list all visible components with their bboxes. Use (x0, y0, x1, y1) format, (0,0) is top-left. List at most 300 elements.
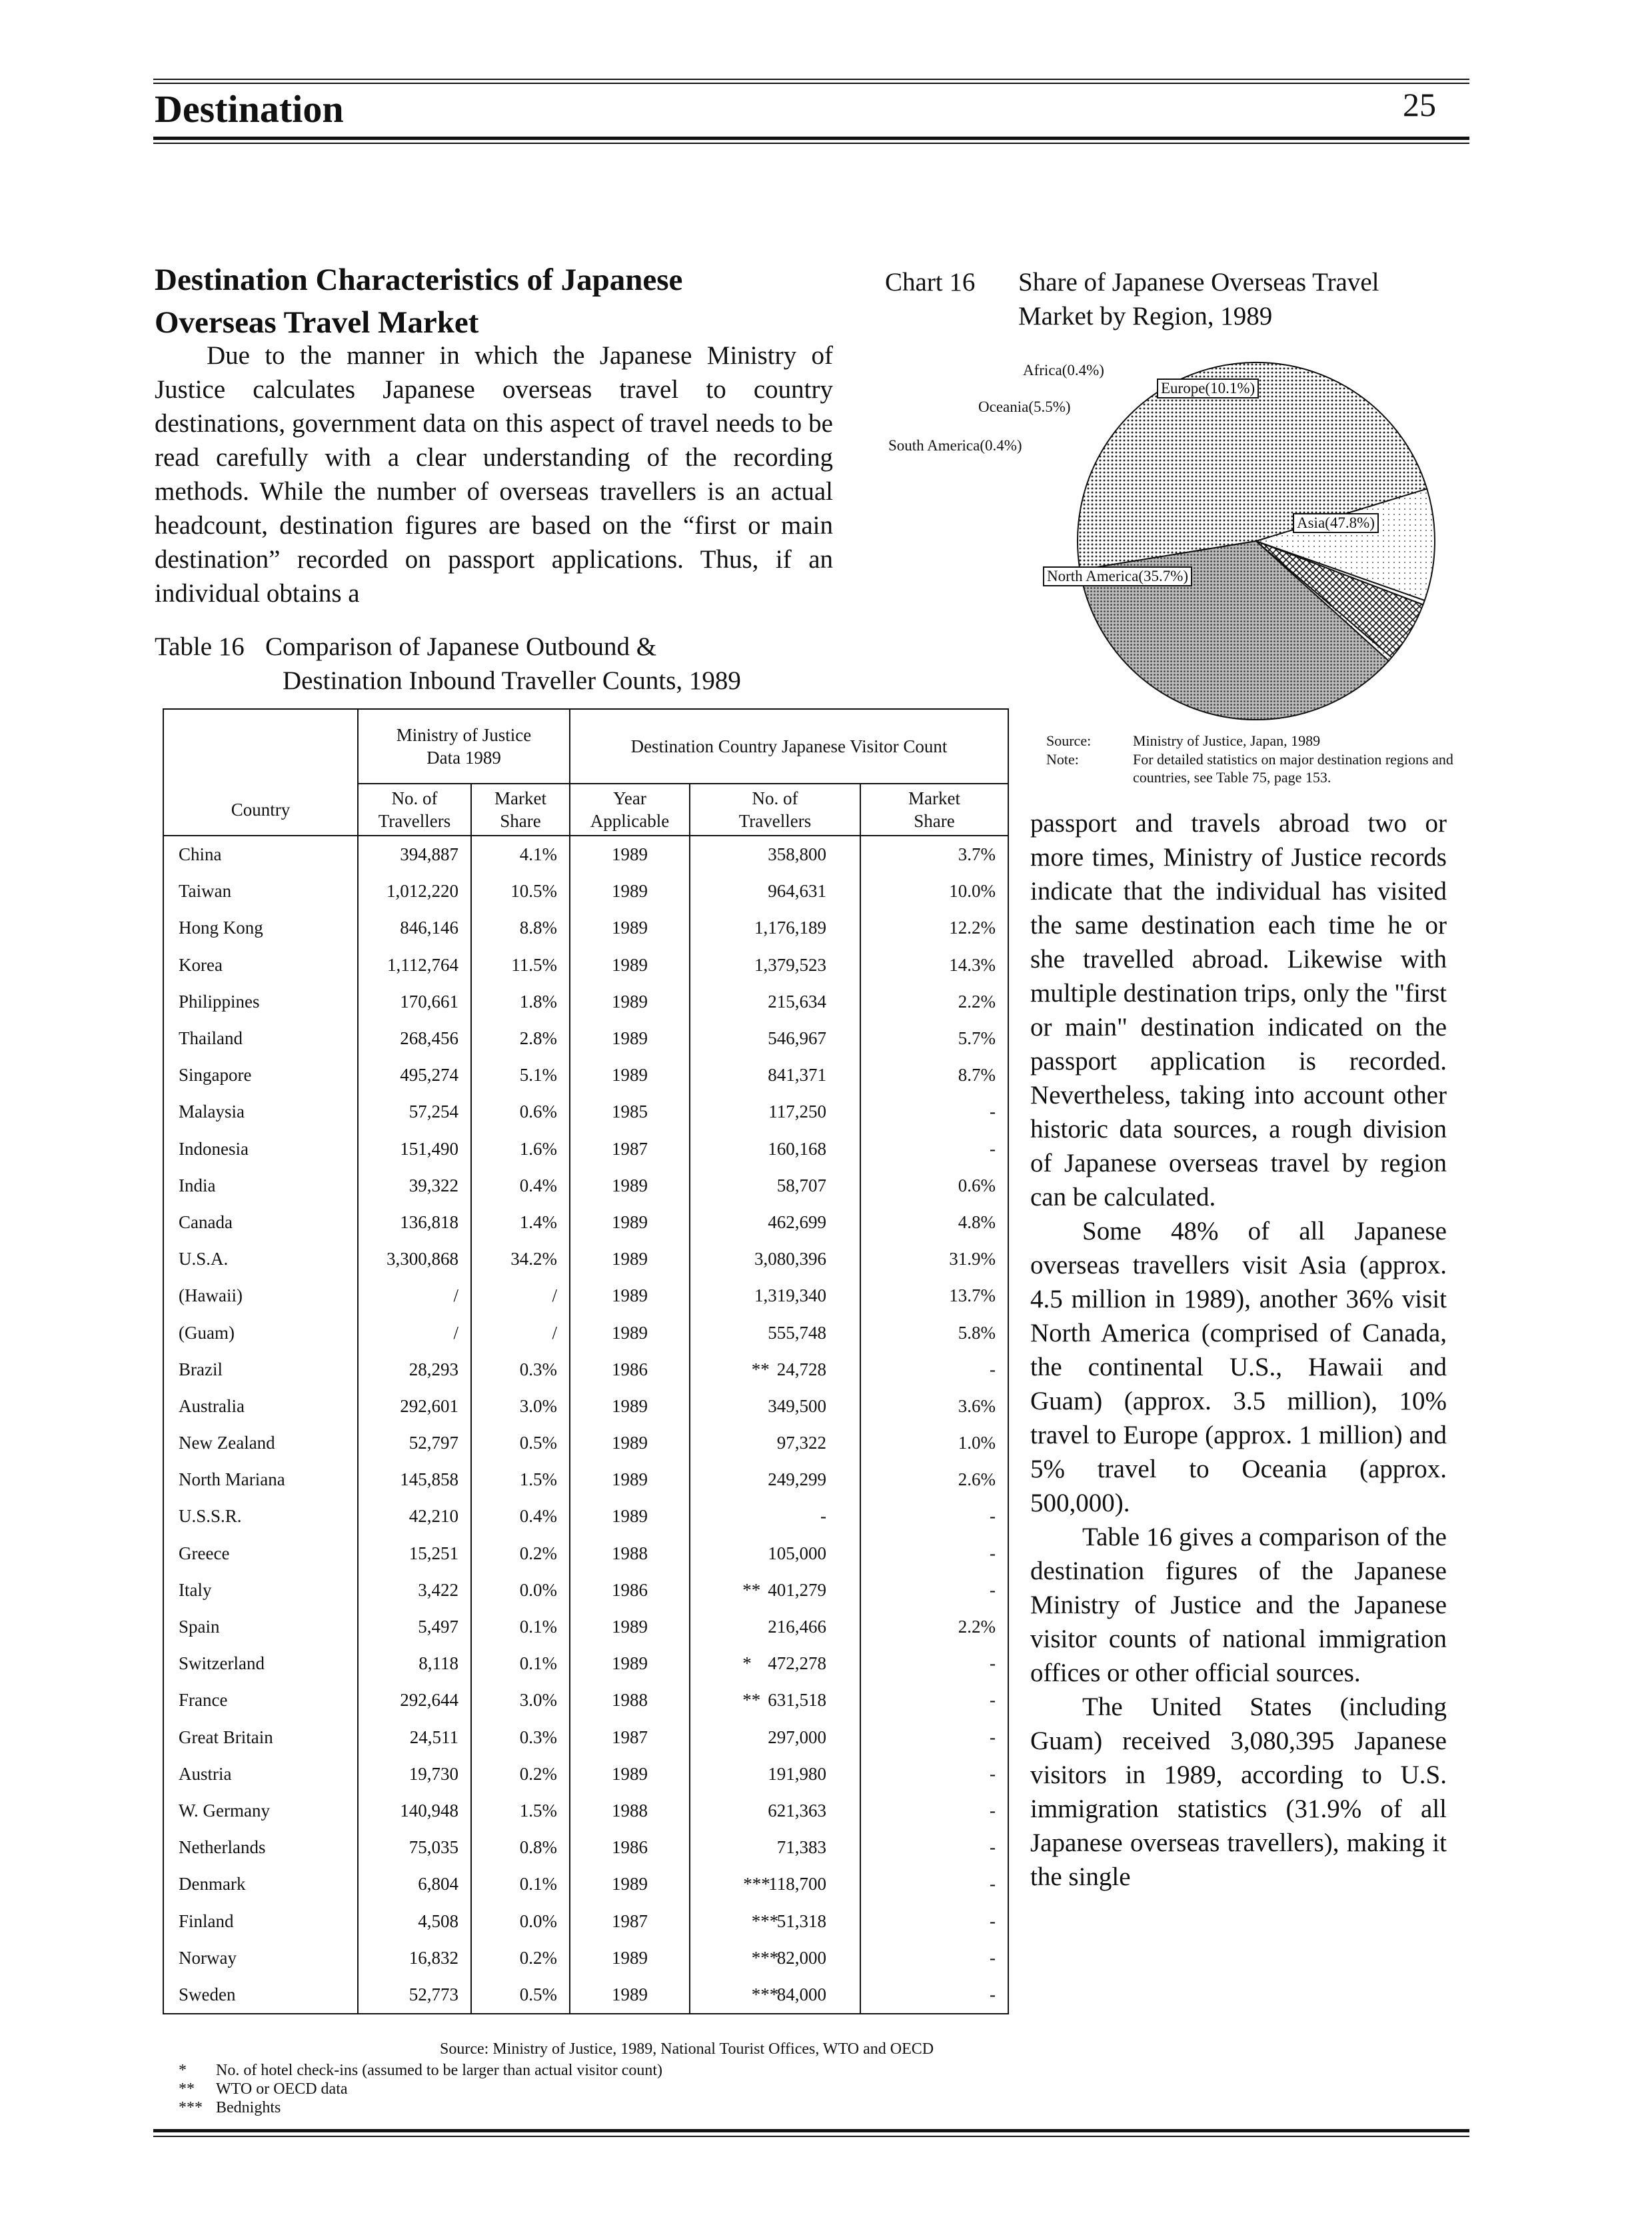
article-paragraph: Table 16 gives a comparison of the destination figures of the Japanese Ministry of Justice and the Japanese visitor counts of national immigration offices or other official sources. (1030, 1523, 1447, 1687)
dest-travellers-value: 24,728 (776, 1359, 826, 1379)
country-cell: Austria (163, 1756, 358, 1793)
moj-travellers-cell: 52,773 (358, 1976, 471, 2014)
moj-share-cell: 4.1% (471, 836, 570, 873)
table-row (163, 1756, 1008, 1793)
country-cell: Canada (163, 1204, 358, 1241)
table-row (163, 1940, 1008, 1976)
country-cell: U.S.A. (163, 1241, 358, 1277)
year-cell: 1989 (570, 1609, 690, 1645)
moj-share-cell: 5.1% (471, 1057, 570, 1094)
dest-share-cell: 2.2% (860, 984, 1008, 1020)
dest-travellers-value: 401,279 (768, 1579, 826, 1600)
dest-share-cell: 4.8% (860, 1204, 1008, 1241)
dest-travellers-cell (690, 1793, 860, 1829)
year-cell: 1989 (570, 1241, 690, 1277)
country-cell: Finland (163, 1902, 358, 1939)
country-cell: Switzerland (163, 1645, 358, 1682)
dest-share-cell: 13.7% (860, 1277, 1008, 1314)
table-row (163, 1057, 1008, 1094)
article-paragraph: passport and travels abroad two or more times, Ministry of Justice records indicate that the individual has visited the same destination each time he or she travelled abroad. Likewise with multiple destination trips, only the "first or main" destination indicated on the passport application is recorded. Nevertheless, taking into account other historic data sources, a rough division of Japanese overseas travel by region can be calculated. (1030, 809, 1447, 1211)
country-cell: Spain (163, 1609, 358, 1645)
chart-caption-line2: Market by Region, 1989 (1018, 302, 1273, 331)
dest-travellers-value: 51,318 (776, 1910, 826, 1931)
table-row (163, 1461, 1008, 1498)
dest-share-cell: 14.3% (860, 947, 1008, 984)
dest-share-cell: 12.2% (860, 910, 1008, 946)
dest-travellers-value: 82,000 (776, 1947, 826, 1968)
country-cell: North Mariana (163, 1461, 358, 1498)
moj-share-cell: 0.5% (471, 1976, 570, 2014)
moj-travellers-cell: 6,804 (358, 1866, 471, 1902)
dest-share-cell: - (860, 1940, 1008, 1976)
year-cell: 1989 (570, 984, 690, 1020)
pie-label-oceania: Oceania(5.5%) (978, 398, 1071, 415)
dest-share-cell: - (860, 1793, 1008, 1829)
footnote-marker: *** (743, 1874, 770, 1894)
dest-share-cell: 5.8% (860, 1314, 1008, 1351)
moj-share-cell: 11.5% (471, 947, 570, 984)
dest-travellers-value: 555,748 (768, 1322, 826, 1343)
dest-travellers-value: 349,500 (768, 1395, 826, 1416)
year-cell: 1986 (570, 1572, 690, 1609)
table-row (163, 836, 1008, 873)
dest-travellers-cell (690, 1204, 860, 1241)
year-cell: 1989 (570, 1756, 690, 1793)
dest-share-cell: - (860, 1902, 1008, 1939)
country-cell: W. Germany (163, 1793, 358, 1829)
table-row (163, 1866, 1008, 1902)
year-cell: 1989 (570, 1866, 690, 1902)
dest-travellers-cell (690, 1756, 860, 1793)
article-paragraph: Some 48% of all Japanese overseas travellers visit Asia (approx. 4.5 million in 1989), another 36% visit North America (comprised of Canada, the continental U.S., Hawaii and Guam) (approx. 3.5 million), 10% travel to Europe (approx. 1 million) and 5% travel to Oceania (approx. 500,000). (1030, 1217, 1447, 1517)
dest-share-cell: 3.6% (860, 1388, 1008, 1425)
header-top-rule (153, 79, 1469, 80)
table-row (163, 1351, 1008, 1388)
moj-share-cell: 0.2% (471, 1535, 570, 1572)
dest-travellers-value: 118,700 (768, 1874, 826, 1894)
dest-share-cell: - (860, 1572, 1008, 1609)
table-row (163, 1094, 1008, 1130)
moj-travellers-cell: 57,254 (358, 1094, 471, 1130)
table-source: Source: Ministry of Justice, 1989, National Tourist Offices, WTO and OECD (440, 2040, 934, 2058)
moj-travellers-cell: 140,948 (358, 1793, 471, 1829)
moj-share-cell: / (471, 1277, 570, 1314)
pie-label-europe: Europe(10.1%) (1157, 378, 1259, 398)
country-cell: U.S.S.R. (163, 1498, 358, 1535)
moj-share-cell: 2.8% (471, 1020, 570, 1057)
dest-share-cell: 1.0% (860, 1425, 1008, 1461)
footnote-marker: *** (751, 1984, 779, 2004)
moj-share-cell: 1.5% (471, 1461, 570, 1498)
chart-note-label: Note: (1046, 751, 1079, 768)
year-cell: 1988 (570, 1535, 690, 1572)
country-cell: (Guam) (163, 1314, 358, 1351)
chart-source-note (1046, 732, 1473, 790)
year-cell: 1989 (570, 910, 690, 946)
country-cell: Norway (163, 1940, 358, 1976)
dest-share-cell: - (860, 1682, 1008, 1719)
year-cell: 1989 (570, 947, 690, 984)
table-row (163, 1645, 1008, 1682)
header-dest-group: Destination Country Japanese Visitor Count (570, 709, 1008, 784)
dest-travellers-value: 191,980 (768, 1763, 826, 1784)
table-row (163, 1388, 1008, 1425)
table-label: Table 16 (155, 632, 245, 661)
dest-travellers-cell (690, 1498, 860, 1535)
article-title-line2: Overseas Travel Market (155, 305, 479, 340)
country-cell: Taiwan (163, 873, 358, 910)
chart-source-text: Ministry of Justice, Japan, 1989 (1133, 732, 1321, 749)
dest-travellers-value: 297,000 (768, 1727, 826, 1747)
header-moj-share: Market Share (471, 784, 570, 836)
pie-label-asia: Asia(47.8%) (1293, 513, 1379, 533)
header-blank (163, 709, 358, 784)
dest-travellers-cell (690, 1829, 860, 1866)
dest-travellers-cell (690, 1535, 860, 1572)
dest-travellers-cell (690, 1351, 860, 1388)
dest-travellers-value: 71,383 (776, 1837, 826, 1858)
year-cell: 1989 (570, 1020, 690, 1057)
country-cell: France (163, 1682, 358, 1719)
moj-travellers-cell: 1,012,220 (358, 873, 471, 910)
dest-travellers-cell (690, 1314, 860, 1351)
country-cell: Philippines (163, 984, 358, 1020)
dest-travellers-value: 58,707 (776, 1175, 826, 1195)
country-cell: Hong Kong (163, 910, 358, 946)
country-cell: Sweden (163, 1976, 358, 2014)
dest-share-cell: - (860, 1719, 1008, 1756)
dest-share-cell: - (860, 1131, 1008, 1167)
dest-share-cell: 0.6% (860, 1167, 1008, 1204)
moj-travellers-cell: 846,146 (358, 910, 471, 946)
table-row (163, 1425, 1008, 1461)
dest-travellers-value: 358,800 (768, 844, 826, 865)
table-row (163, 910, 1008, 946)
table-row (163, 1498, 1008, 1535)
header-dest-share: Market Share (860, 784, 1008, 836)
footnote-marker: ** (751, 1359, 770, 1379)
dest-travellers-cell (690, 1388, 860, 1425)
dest-travellers-value: 3,080,396 (754, 1249, 826, 1269)
dest-travellers-cell (690, 1902, 860, 1939)
dest-travellers-cell (690, 1131, 860, 1167)
table-caption (155, 630, 848, 698)
footnote-marker: * (742, 1653, 752, 1674)
country-cell: Netherlands (163, 1829, 358, 1866)
moj-travellers-cell: 495,274 (358, 1057, 471, 1094)
country-cell: China (163, 836, 358, 873)
moj-share-cell: 0.0% (471, 1902, 570, 1939)
dest-share-cell: - (860, 1866, 1008, 1902)
dest-share-cell: 10.0% (860, 873, 1008, 910)
dest-travellers-value: 215,634 (768, 991, 826, 1012)
moj-share-cell: 1.8% (471, 984, 570, 1020)
year-cell: 1988 (570, 1682, 690, 1719)
moj-travellers-cell: 1,112,764 (358, 947, 471, 984)
header-moj-travellers: No. of Travellers (358, 784, 471, 836)
dest-share-cell: - (860, 1829, 1008, 1866)
dest-travellers-cell (690, 1976, 860, 2014)
footer-rule-2 (153, 2136, 1469, 2137)
dest-travellers-value: 1,176,189 (754, 918, 826, 938)
year-cell: 1989 (570, 1057, 690, 1094)
moj-travellers-cell: 24,511 (358, 1719, 471, 1756)
moj-travellers-cell: 136,818 (358, 1204, 471, 1241)
dest-travellers-cell (690, 1057, 860, 1094)
moj-travellers-cell: 3,300,868 (358, 1241, 471, 1277)
section-title: Destination (155, 87, 344, 131)
table-row (163, 1277, 1008, 1314)
dest-travellers-cell (690, 947, 860, 984)
country-cell: Indonesia (163, 1131, 358, 1167)
dest-travellers-cell (690, 873, 860, 910)
moj-share-cell: 0.3% (471, 1719, 570, 1756)
table-row (163, 1719, 1008, 1756)
country-cell: Greece (163, 1535, 358, 1572)
dest-travellers-value: 105,000 (768, 1543, 826, 1563)
dest-share-cell: - (860, 1976, 1008, 2014)
moj-share-cell: 8.8% (471, 910, 570, 946)
dest-share-cell: - (860, 1094, 1008, 1130)
country-cell: Singapore (163, 1057, 358, 1094)
footnote: ** WTO or OECD data (179, 2080, 348, 2098)
table-row (163, 1020, 1008, 1057)
table-row (163, 1314, 1008, 1351)
year-cell: 1989 (570, 1167, 690, 1204)
article-paragraph: The United States (including Guam) received 3,080,395 Japanese visitors in 1989, according to U.S. immigration statistics (31.9% of all Japanese overseas travellers), making it the single (1030, 1693, 1447, 1891)
moj-share-cell: / (471, 1314, 570, 1351)
table-row (163, 1682, 1008, 1719)
moj-travellers-cell: 8,118 (358, 1645, 471, 1682)
table-row (163, 1572, 1008, 1609)
moj-travellers-cell: 292,601 (358, 1388, 471, 1425)
moj-share-cell: 0.6% (471, 1094, 570, 1130)
moj-travellers-cell: 145,858 (358, 1461, 471, 1498)
table-row (163, 1167, 1008, 1204)
table-row (163, 1902, 1008, 1939)
country-cell: Australia (163, 1388, 358, 1425)
page-number: 25 (1403, 86, 1436, 123)
moj-travellers-cell: 268,456 (358, 1020, 471, 1057)
footnote: *** Bednights (179, 2099, 281, 2116)
moj-share-cell: 3.0% (471, 1388, 570, 1425)
year-cell: 1989 (570, 1204, 690, 1241)
dest-travellers-value: 472,278 (768, 1653, 826, 1674)
country-cell: New Zealand (163, 1425, 358, 1461)
footnote: * No. of hotel check-ins (assumed to be larger than actual visitor count) (179, 2062, 663, 2079)
dest-travellers-value: 117,250 (768, 1102, 826, 1122)
table-row (163, 1204, 1008, 1241)
year-cell: 1988 (570, 1793, 690, 1829)
year-cell: 1989 (570, 1645, 690, 1682)
moj-share-cell: 10.5% (471, 873, 570, 910)
table-caption-line2: Destination Inbound Traveller Counts, 1989 (283, 666, 741, 695)
dest-travellers-value: 841,371 (768, 1065, 826, 1086)
dest-travellers-cell (690, 1167, 860, 1204)
moj-travellers-cell: 4,508 (358, 1902, 471, 1939)
table-row (163, 1829, 1008, 1866)
region-pie-chart (1066, 347, 1479, 726)
moj-travellers-cell: 3,422 (358, 1572, 471, 1609)
year-cell: 1989 (570, 1425, 690, 1461)
moj-travellers-cell: / (358, 1314, 471, 1351)
chart-caption-line1: Share of Japanese Overseas Travel (1018, 268, 1379, 297)
dest-share-cell: - (860, 1645, 1008, 1682)
year-cell: 1989 (570, 1277, 690, 1314)
chart-source-label: Source: (1046, 732, 1092, 749)
chart-label: Chart 16 (885, 268, 976, 297)
moj-travellers-cell: 28,293 (358, 1351, 471, 1388)
header-country: Country (163, 784, 358, 836)
chart-note-text: For detailed statistics on major destination regions and countries, see Table 75, page 153. (1133, 751, 1453, 786)
table-row (163, 1976, 1008, 2014)
pie-label-north-america: North America(35.7%) (1043, 566, 1192, 586)
table-row (163, 873, 1008, 910)
header-bottom-rule-2 (153, 143, 1469, 144)
moj-travellers-cell: 42,210 (358, 1498, 471, 1535)
dest-travellers-cell (690, 1277, 860, 1314)
footer-rule (153, 2129, 1469, 2132)
table-row (163, 984, 1008, 1020)
dest-travellers-cell (690, 1094, 860, 1130)
dest-share-cell: 3.7% (860, 836, 1008, 873)
moj-travellers-cell: 292,644 (358, 1682, 471, 1719)
dest-travellers-value: 964,631 (768, 881, 826, 902)
moj-travellers-cell: 19,730 (358, 1756, 471, 1793)
moj-travellers-cell: 39,322 (358, 1167, 471, 1204)
dest-travellers-cell (690, 984, 860, 1020)
country-cell: Thailand (163, 1020, 358, 1057)
dest-travellers-cell (690, 1645, 860, 1682)
table-row (163, 1241, 1008, 1277)
dest-travellers-cell (690, 1020, 860, 1057)
dest-share-cell: 5.7% (860, 1020, 1008, 1057)
dest-travellers-value: 249,299 (768, 1469, 826, 1490)
country-cell: Malaysia (163, 1094, 358, 1130)
dest-travellers-cell (690, 1682, 860, 1719)
table-row (163, 1535, 1008, 1572)
dest-share-cell: - (860, 1535, 1008, 1572)
footnote-marker: ** (742, 1579, 761, 1600)
dest-travellers-value: 462,699 (768, 1211, 826, 1232)
moj-share-cell: 0.4% (471, 1167, 570, 1204)
article-title-line1: Destination Characteristics of Japanese (155, 263, 683, 297)
dest-travellers-value: 97,322 (776, 1433, 826, 1453)
dest-share-cell: 2.2% (860, 1609, 1008, 1645)
pie-label-south-america: South America(0.4%) (888, 437, 1022, 454)
moj-share-cell: 1.5% (471, 1793, 570, 1829)
header-dest-travellers: No. of Travellers (690, 784, 860, 836)
dest-travellers-cell (690, 1866, 860, 1902)
year-cell: 1987 (570, 1719, 690, 1756)
year-cell: 1986 (570, 1351, 690, 1388)
moj-travellers-cell: 5,497 (358, 1609, 471, 1645)
moj-share-cell: 0.1% (471, 1866, 570, 1902)
dest-travellers-cell (690, 1461, 860, 1498)
moj-travellers-cell: / (358, 1277, 471, 1314)
dest-share-cell: 2.6% (860, 1461, 1008, 1498)
moj-share-cell: 0.2% (471, 1940, 570, 1976)
dest-travellers-value: 631,518 (768, 1690, 826, 1711)
moj-share-cell: 0.2% (471, 1756, 570, 1793)
footnote-marker: ** (742, 1690, 761, 1711)
moj-travellers-cell: 394,887 (358, 836, 471, 873)
year-cell: 1987 (570, 1131, 690, 1167)
country-cell: (Hawaii) (163, 1277, 358, 1314)
moj-share-cell: 0.1% (471, 1645, 570, 1682)
dest-travellers-value: 1,319,340 (754, 1285, 826, 1306)
article-paragraphs-right (1030, 806, 1447, 1894)
dest-travellers-cell (690, 1719, 860, 1756)
dest-share-cell: 8.7% (860, 1057, 1008, 1094)
dest-travellers-cell (690, 910, 860, 946)
moj-travellers-cell: 170,661 (358, 984, 471, 1020)
country-cell: Denmark (163, 1866, 358, 1902)
header-year: Year Applicable (570, 784, 690, 836)
table-row (163, 1609, 1008, 1645)
year-cell: 1989 (570, 1498, 690, 1535)
dest-share-cell: - (860, 1351, 1008, 1388)
dest-travellers-cell (690, 836, 860, 873)
country-cell: Italy (163, 1572, 358, 1609)
year-cell: 1989 (570, 1388, 690, 1425)
article-title (155, 259, 821, 344)
year-cell: 1989 (570, 1461, 690, 1498)
dest-travellers-value: 216,466 (768, 1617, 826, 1637)
footnote-marker: *** (751, 1947, 779, 1968)
pie-label-africa: Africa(0.4%) (1023, 362, 1104, 378)
moj-share-cell: 3.0% (471, 1682, 570, 1719)
moj-share-cell: 0.8% (471, 1829, 570, 1866)
moj-travellers-cell: 75,035 (358, 1829, 471, 1866)
dest-travellers-value: 160,168 (768, 1138, 826, 1159)
year-cell: 1989 (570, 873, 690, 910)
dest-travellers-cell (690, 1241, 860, 1277)
moj-share-cell: 1.6% (471, 1131, 570, 1167)
country-cell: Brazil (163, 1351, 358, 1388)
moj-share-cell: 0.3% (471, 1351, 570, 1388)
dest-travellers-value: 1,379,523 (754, 954, 826, 975)
moj-travellers-cell: 15,251 (358, 1535, 471, 1572)
year-cell: 1987 (570, 1902, 690, 1939)
dest-share-cell: - (860, 1498, 1008, 1535)
dest-travellers-value: 84,000 (776, 1984, 826, 2004)
header-moj-group: Ministry of Justice Data 1989 (358, 709, 570, 784)
moj-share-cell: 34.2% (471, 1241, 570, 1277)
header-top-rule-2 (153, 83, 1469, 84)
footnote-marker: *** (751, 1910, 779, 1931)
country-cell: India (163, 1167, 358, 1204)
dest-share-cell: 31.9% (860, 1241, 1008, 1277)
moj-share-cell: 1.4% (471, 1204, 570, 1241)
dest-travellers-cell (690, 1572, 860, 1609)
dest-travellers-value: 546,967 (768, 1028, 826, 1049)
moj-travellers-cell: 52,797 (358, 1425, 471, 1461)
year-cell: 1985 (570, 1094, 690, 1130)
country-cell: Great Britain (163, 1719, 358, 1756)
dest-share-cell: - (860, 1756, 1008, 1793)
moj-share-cell: 0.0% (471, 1572, 570, 1609)
table-caption-line1: Comparison of Japanese Outbound & (265, 632, 657, 661)
year-cell: 1989 (570, 1940, 690, 1976)
moj-travellers-cell: 151,490 (358, 1131, 471, 1167)
table-row (163, 947, 1008, 984)
moj-share-cell: 0.5% (471, 1425, 570, 1461)
dest-travellers-cell (690, 1940, 860, 1976)
article-paragraph-left: Due to the manner in which the Japanese Ministry of Justice calculates Japanese overseas travel to country destinations, government data on this aspect of travel needs to be read carefully with a clear understanding of the recording methods. While the number of overseas travellers is an actual headcount, destination figures are based on the “first or main destination” recorded on passport applications. Thus, if an individual obtains a (155, 341, 833, 608)
table-row (163, 1793, 1008, 1829)
country-cell: Korea (163, 947, 358, 984)
